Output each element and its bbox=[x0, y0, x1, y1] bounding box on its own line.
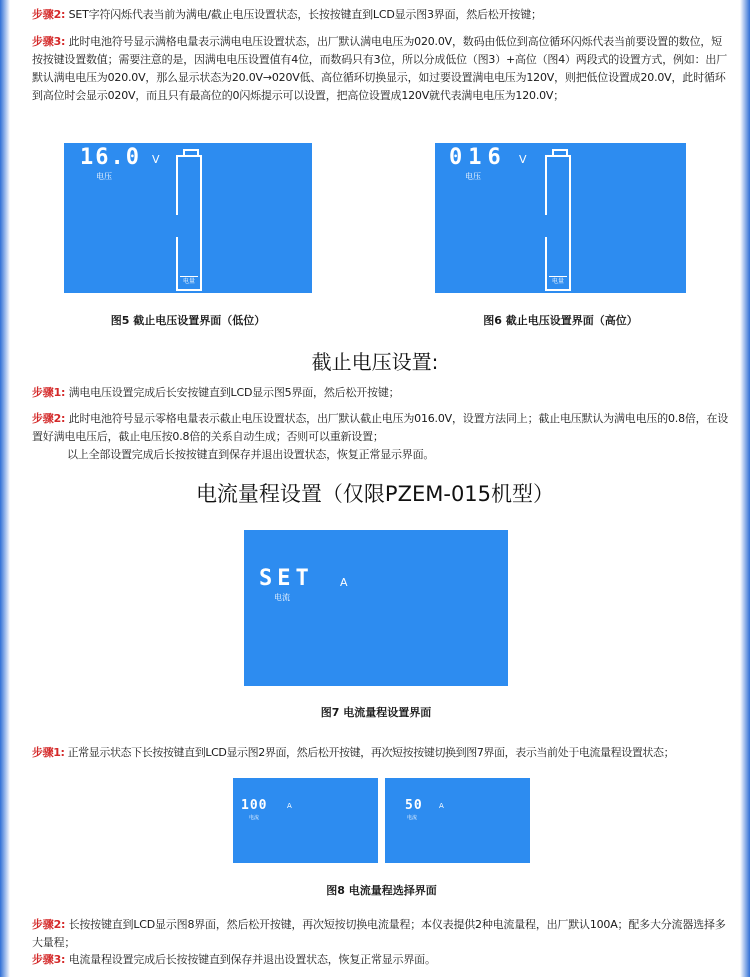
battery-label: 电量 bbox=[180, 276, 198, 287]
lcd-reading: 016 bbox=[449, 145, 507, 170]
lcd-figure-8-left bbox=[233, 778, 378, 863]
battery-icon bbox=[176, 155, 202, 291]
lcd-unit: A bbox=[439, 802, 444, 810]
figure-5-caption: 图5 截止电压设置界面（低位） bbox=[110, 314, 266, 327]
range-step2-paragraph bbox=[32, 916, 732, 952]
cutoff-step1-text: 满电电压设置完成后长安按键直到LCD显示图5界面，然后松开按键； bbox=[68, 386, 400, 399]
range-step3-label: 步骤3: bbox=[32, 953, 66, 966]
battery-cap bbox=[183, 149, 199, 157]
range-step2-text: 长按按键直到LCD显示图8界面，然后松开按键，再次短按切换电流量程；本仪表提供2种电流量程，出厂默认100A；配多大分流器选择多大量程； bbox=[32, 918, 726, 949]
figure-6-caption: 图6 截止电压设置界面（高位） bbox=[483, 314, 638, 327]
step3-paragraph bbox=[32, 33, 732, 105]
step2-text: SET字符闪烁代表当前为满电/截止电压设置状态，长按按键直到LCD显示图3界面，然后松开按键； bbox=[68, 8, 542, 21]
lcd-label: 电流 bbox=[274, 593, 290, 602]
range-step2-label: 步骤2: bbox=[32, 918, 66, 931]
lcd-label: 电流 bbox=[407, 815, 418, 821]
lcd-figure-8-right bbox=[385, 778, 530, 863]
range-step1-text: 正常显示状态下长按按键直到LCD显示图2界面，然后松开按键，再次短按按键切换到图7界面，表示当前处于电流量程设置状态； bbox=[67, 746, 675, 759]
cutoff-step1-label: 步骤1: bbox=[32, 386, 66, 399]
section-title-cutoff: 截止电压设置: bbox=[311, 350, 439, 374]
lcd-reading: SET bbox=[259, 566, 314, 591]
lcd-label: 电压 bbox=[96, 172, 112, 181]
lcd-reading: 50 bbox=[405, 798, 423, 813]
lcd-unit: A bbox=[287, 802, 292, 810]
step2-label: 步骤2: bbox=[32, 8, 66, 21]
lcd-unit: V bbox=[519, 153, 527, 166]
battery-cap bbox=[552, 149, 568, 157]
range-step3-paragraph bbox=[32, 951, 732, 969]
range-step1-paragraph bbox=[32, 744, 738, 762]
manual-page bbox=[12, 0, 738, 977]
step2-paragraph bbox=[32, 6, 732, 24]
lcd-reading: 100 bbox=[241, 798, 268, 813]
lcd-figure-7 bbox=[244, 530, 508, 686]
cutoff-step2-paragraph bbox=[32, 410, 732, 446]
lcd-unit: V bbox=[152, 153, 160, 166]
cutoff-step1-paragraph bbox=[32, 384, 732, 402]
step3-label: 步骤3: bbox=[32, 35, 66, 48]
lcd-label: 电压 bbox=[465, 172, 481, 181]
lcd-reading: 16.0 bbox=[80, 145, 141, 170]
cutoff-step2-text: 此时电池符号显示零格电量表示截止电压设置状态，出厂默认截止电压为016.0V，设置方法同上；截止电压默认为满电电压的0.8倍，在设置好满电电压后，截止电压按0.8倍的关系自动生成；否则可以重新设置； bbox=[32, 412, 729, 443]
cutoff-step2-label: 步骤2: bbox=[32, 412, 66, 425]
battery-label: 电量 bbox=[549, 276, 567, 287]
lcd-figure-5 bbox=[64, 143, 312, 293]
figure-8-caption: 图8 电流量程选择界面 bbox=[326, 884, 437, 897]
section-title-current-range: 电流量程设置（仅限PZEM-015机型） bbox=[195, 482, 555, 506]
battery-icon bbox=[545, 155, 571, 291]
figure-7-caption: 图7 电流量程设置界面 bbox=[320, 706, 432, 719]
lcd-unit: A bbox=[340, 576, 348, 589]
cutoff-note: 以上全部设置完成后长按按键直到保存并退出设置状态，恢复正常显示界面。 bbox=[67, 448, 435, 461]
lcd-label: 电流 bbox=[249, 815, 260, 821]
step3-text: 此时电池符号显示满格电量表示满电电压设置状态，出厂默认满电电压为020.0V，数码由低位到高位循环闪烁代表当前要设置的数位，短按按键设置数值；需要注意的是，因满电电压设置值有4位，而数码只有3位，所以分成低位（图3）+高位（图4）两段式的设置方式，例如：出厂默认满电电压为020.0V，那么显示状态为20.0V→020V低、高位循环切换显示，如过要设置满电电压为120V，则把低位设置成20.0V，此时循环到高位时会显示020V，而且只有最高位的0闪烁提示可以设置，把高位设置成120V就代表满电电压为120.0V； bbox=[32, 35, 728, 102]
range-step3-text: 电流量程设置完成后长按按键直到保存并退出设置状态，恢复正常显示界面。 bbox=[68, 953, 436, 966]
range-step1-label: 步骤1: bbox=[32, 746, 65, 759]
lcd-figure-6 bbox=[435, 143, 686, 293]
